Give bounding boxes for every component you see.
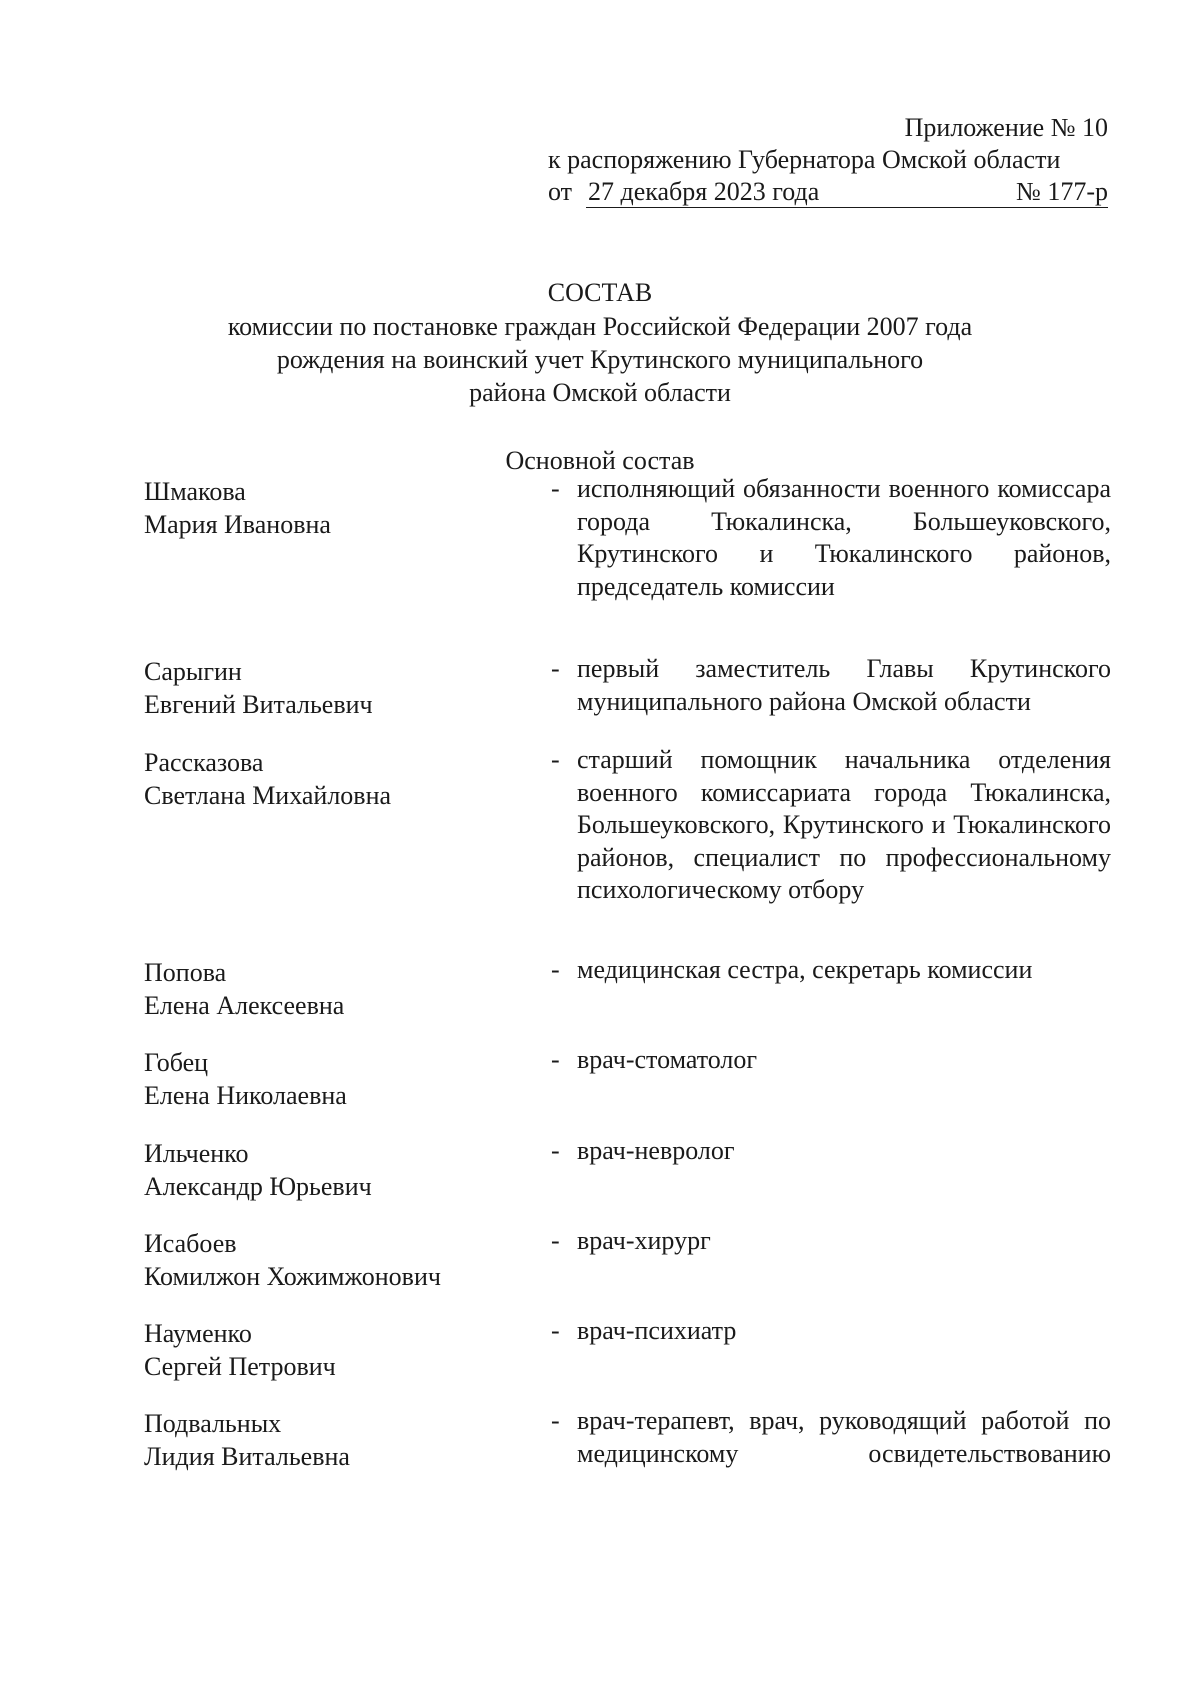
member-given-names: Светлана Михайловна bbox=[144, 780, 392, 810]
member-role: врач-психиатр bbox=[577, 1316, 737, 1345]
dash-separator: - bbox=[551, 1226, 560, 1255]
dash-separator: - bbox=[551, 955, 560, 984]
annex-date: 27 декабря 2023 года bbox=[588, 177, 820, 206]
annex-reference: к распоряжению Губернатора Омской области bbox=[548, 145, 1061, 174]
dash-separator: - bbox=[551, 654, 560, 683]
member-role: первый заместитель Главы Крутинского муниципального района Омской области bbox=[577, 654, 1111, 716]
member-role: врач-терапевт, врач, руководящий работой по медицинскому освидетельствованию bbox=[577, 1406, 1111, 1468]
member-role: врач-стоматолог bbox=[577, 1045, 758, 1074]
member-surname: Попова bbox=[144, 958, 227, 987]
member-surname: Шмакова bbox=[144, 477, 246, 506]
member-role: врач-хирург bbox=[577, 1226, 711, 1255]
member-surname: Науменко bbox=[144, 1319, 252, 1348]
dash-separator: - bbox=[551, 1136, 560, 1165]
member-given-names: Сергей Петрович bbox=[144, 1351, 336, 1381]
member-role: исполняющий обязанности военного комиссара города Тюкалинска, Большеуковского, Крутинского и Тюкалинского районов, председатель комиссии bbox=[577, 474, 1111, 601]
dash-separator: - bbox=[551, 745, 560, 774]
dash-separator: - bbox=[551, 1045, 560, 1074]
member-role: врач-невролог bbox=[577, 1136, 735, 1165]
member-given-names: Евгений Витальевич bbox=[144, 689, 373, 719]
dash-separator: - bbox=[551, 1406, 560, 1435]
member-surname: Гобец bbox=[144, 1048, 209, 1077]
member-role: старший помощник начальника отделения военного комиссариата города Тюкалинска, Большеуковского, Крутинского и Тюкалинского районов, специалист по профессиональному психологическому отбору bbox=[577, 745, 1111, 904]
member-given-names: Комилжон Хожимжонович bbox=[144, 1261, 441, 1291]
document-title-line-1: комиссии по постановке граждан Российской Федерации 2007 года bbox=[227, 312, 973, 341]
member-role: медицинская сестра, секретарь комиссии bbox=[577, 955, 1033, 984]
annex-number-label: № bbox=[1016, 177, 1041, 206]
member-given-names: Елена Николаевна bbox=[144, 1080, 347, 1110]
section-subheading: Основной состав bbox=[505, 446, 695, 475]
member-surname: Рассказова bbox=[144, 748, 264, 777]
member-given-names: Александр Юрьевич bbox=[144, 1171, 372, 1201]
member-given-names: Лидия Витальевна bbox=[144, 1441, 350, 1471]
document-heading: СОСТАВ bbox=[547, 278, 653, 307]
dash-separator: - bbox=[551, 474, 560, 503]
member-surname: Подвальных bbox=[144, 1409, 282, 1438]
member-given-names: Мария Ивановна bbox=[144, 509, 331, 539]
member-given-names: Елена Алексеевна bbox=[144, 990, 345, 1020]
member-surname: Сарыгин bbox=[144, 657, 242, 686]
annex-title: Приложение № 10 bbox=[904, 113, 1108, 142]
annex-from-label: от bbox=[548, 177, 573, 206]
annex-number: 177-р bbox=[1047, 177, 1108, 206]
document-title-line-3: района Омской области bbox=[469, 378, 731, 407]
member-surname: Исабоев bbox=[144, 1229, 237, 1258]
dash-separator: - bbox=[551, 1316, 560, 1345]
member-surname: Ильченко bbox=[144, 1139, 249, 1168]
document-title-line-2: рождения на воинский учет Крутинского муниципального bbox=[276, 345, 924, 374]
